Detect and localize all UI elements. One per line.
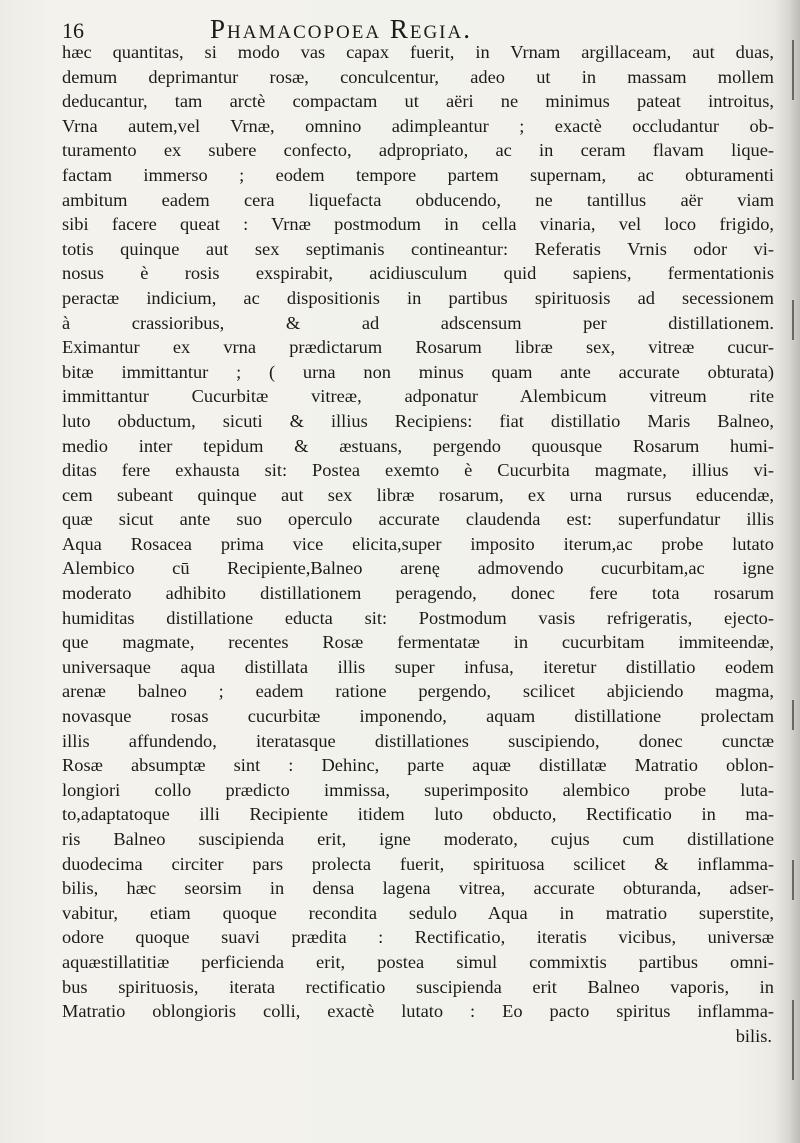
running-title: Phamacopoea Regia. (210, 14, 472, 44)
text-line: Vrna autem,vel Vrnæ, omnino adimpleantur ; exactè occludantur ob- (62, 115, 774, 136)
text-line: illis affundendo, iteratasque distillationes suscipiendo, donec cunctæ (62, 730, 774, 751)
text-line: Eximantur ex vrna prædictarum Rosarum libræ sex, vitreæ cucur- (62, 337, 774, 358)
text-line: humiditas distillatione educta sit: Postmodum vasis refrigeratis, ejecto- (62, 607, 774, 628)
text-line: Rosæ absumptæ sint : Dehinc, parte aquæ distillatæ Matratio oblon- (62, 755, 774, 776)
text-line: Aqua Rosacea prima vice elicita,super imposito iterum,ac probe lutato (62, 533, 774, 554)
page-number: 16 (62, 18, 84, 43)
text-line: luto obductum, sicuti & illius Recipiens: fiat distillatio Maris Balneo, (62, 410, 774, 431)
margin-mark (792, 40, 794, 100)
text-line: sibi facere queat : Vrnæ postmodum in cella vinaria, vel loco frigido, (62, 214, 774, 235)
text-line: moderato adhibito distillationem peragendo, donec fere tota rosarum (62, 583, 774, 604)
text-line: bilis, hæc seorsim in densa lagena vitrea, accurate obturanda, adser- (62, 878, 774, 899)
text-line: à crassioribus, & ad adscensum per distillationem. (62, 312, 774, 333)
margin-mark (792, 700, 794, 730)
text-line: duodecima circiter pars prolecta fuerit, spirituosa scilicet & inflamma- (62, 853, 774, 874)
text-line: bus spirituosis, iterata rectificatio suscipienda erit Balneo vaporis, in (62, 976, 774, 997)
text-line: quæ sicut ante suo operculo accurate claudenda est: superfundatur illis (62, 509, 774, 530)
body-text (62, 40, 774, 1048)
text-line: cem subeant quinque aut sex libræ rosarum, ex urna rursus educendæ, (62, 484, 774, 505)
text-line: odore quoque suavi prædita : Rectificatio, iteratis vicibus, universæ (62, 927, 774, 948)
text-line: arenæ balneo ; eadem ratione pergendo, scilicet abjiciendo magma, (62, 681, 774, 702)
text-line: peractæ indicium, ac dispositionis in partibus spirituosis ad secessionem (62, 287, 774, 308)
text-line: deducantur, tam arctè compactam ut aëri ne minimus pateat introitus, (62, 91, 774, 112)
text-line: que magmate, recentes Rosæ fermentatæ in cucurbitam immiteendæ, (62, 632, 774, 653)
text-line: medio inter tepidum & æstuans, pergendo quousque Rosarum humi- (62, 435, 774, 456)
text-line: novasque rosas cucurbitæ imponendo, aquam distillatione prolectam (62, 706, 774, 727)
text-line: ambitum eadem cera liquefacta obducendo, ne tantillus aër viam (62, 189, 774, 210)
text-line: demum deprimantur rosæ, conculcentur, adeo ut in massam mollem (62, 66, 774, 87)
text-line: Alembico cū Recipiente,Balneo arenę admovendo cucurbitam,ac igne (62, 558, 774, 579)
text-line: bitæ immittantur ; ( urna non minus quam ante accurate obturata) (62, 361, 774, 382)
margin-mark (792, 300, 794, 340)
text-line: Matratio oblongioris colli, exactè lutato : Eo pacto spiritus inflamma- (62, 1001, 774, 1022)
text-line: turamento ex subere confecto, adpropriato, ac in ceram flavam lique- (62, 140, 774, 161)
text-line: immittantur Cucurbitæ vitreæ, adponatur Alembicum vitreum rite (62, 386, 774, 407)
text-line: nosus è rosis exspirabit, acidiusculum quid sapiens, fermentationis (62, 263, 774, 284)
text-line: aquæstillatitiæ perficienda erit, postea simul commixtis partibus omni- (62, 951, 774, 972)
text-line: vabitur, etiam quoque recondita sedulo Aqua in matratio superstite, (62, 902, 774, 923)
margin-marks (780, 0, 794, 1143)
text-line: ditas fere exhausta sit: Postea exemto è Cucurbita magmate, illius vi- (62, 460, 774, 481)
text-line: to,adaptatoque illi Recipiente itidem luto obducto, Rectificatio in ma- (62, 804, 774, 825)
text-line: ris Balneo suscipienda erit, igne moderato, cujus cum distillatione (62, 829, 774, 849)
text-line: longiori collo prædicto immissa, superimposito alembico probe luta- (62, 779, 774, 800)
margin-mark (792, 860, 794, 900)
margin-mark (792, 1000, 794, 1080)
text-line: factam immerso ; eodem tempore partem supernam, ac obturamenti (62, 164, 774, 185)
text-line: totis quinque aut sex septimanis contineantur: Referatis Vrnis odor vi- (62, 238, 774, 259)
text-line: bilis. (735, 1025, 772, 1046)
text-line: hæc quantitas, si modo vas capax fuerit, in Vrnam argillaceam, aut duas, (62, 42, 774, 62)
text-line: universaque aqua distillata illis super infusa, iteretur distillatio eodem (62, 656, 774, 677)
